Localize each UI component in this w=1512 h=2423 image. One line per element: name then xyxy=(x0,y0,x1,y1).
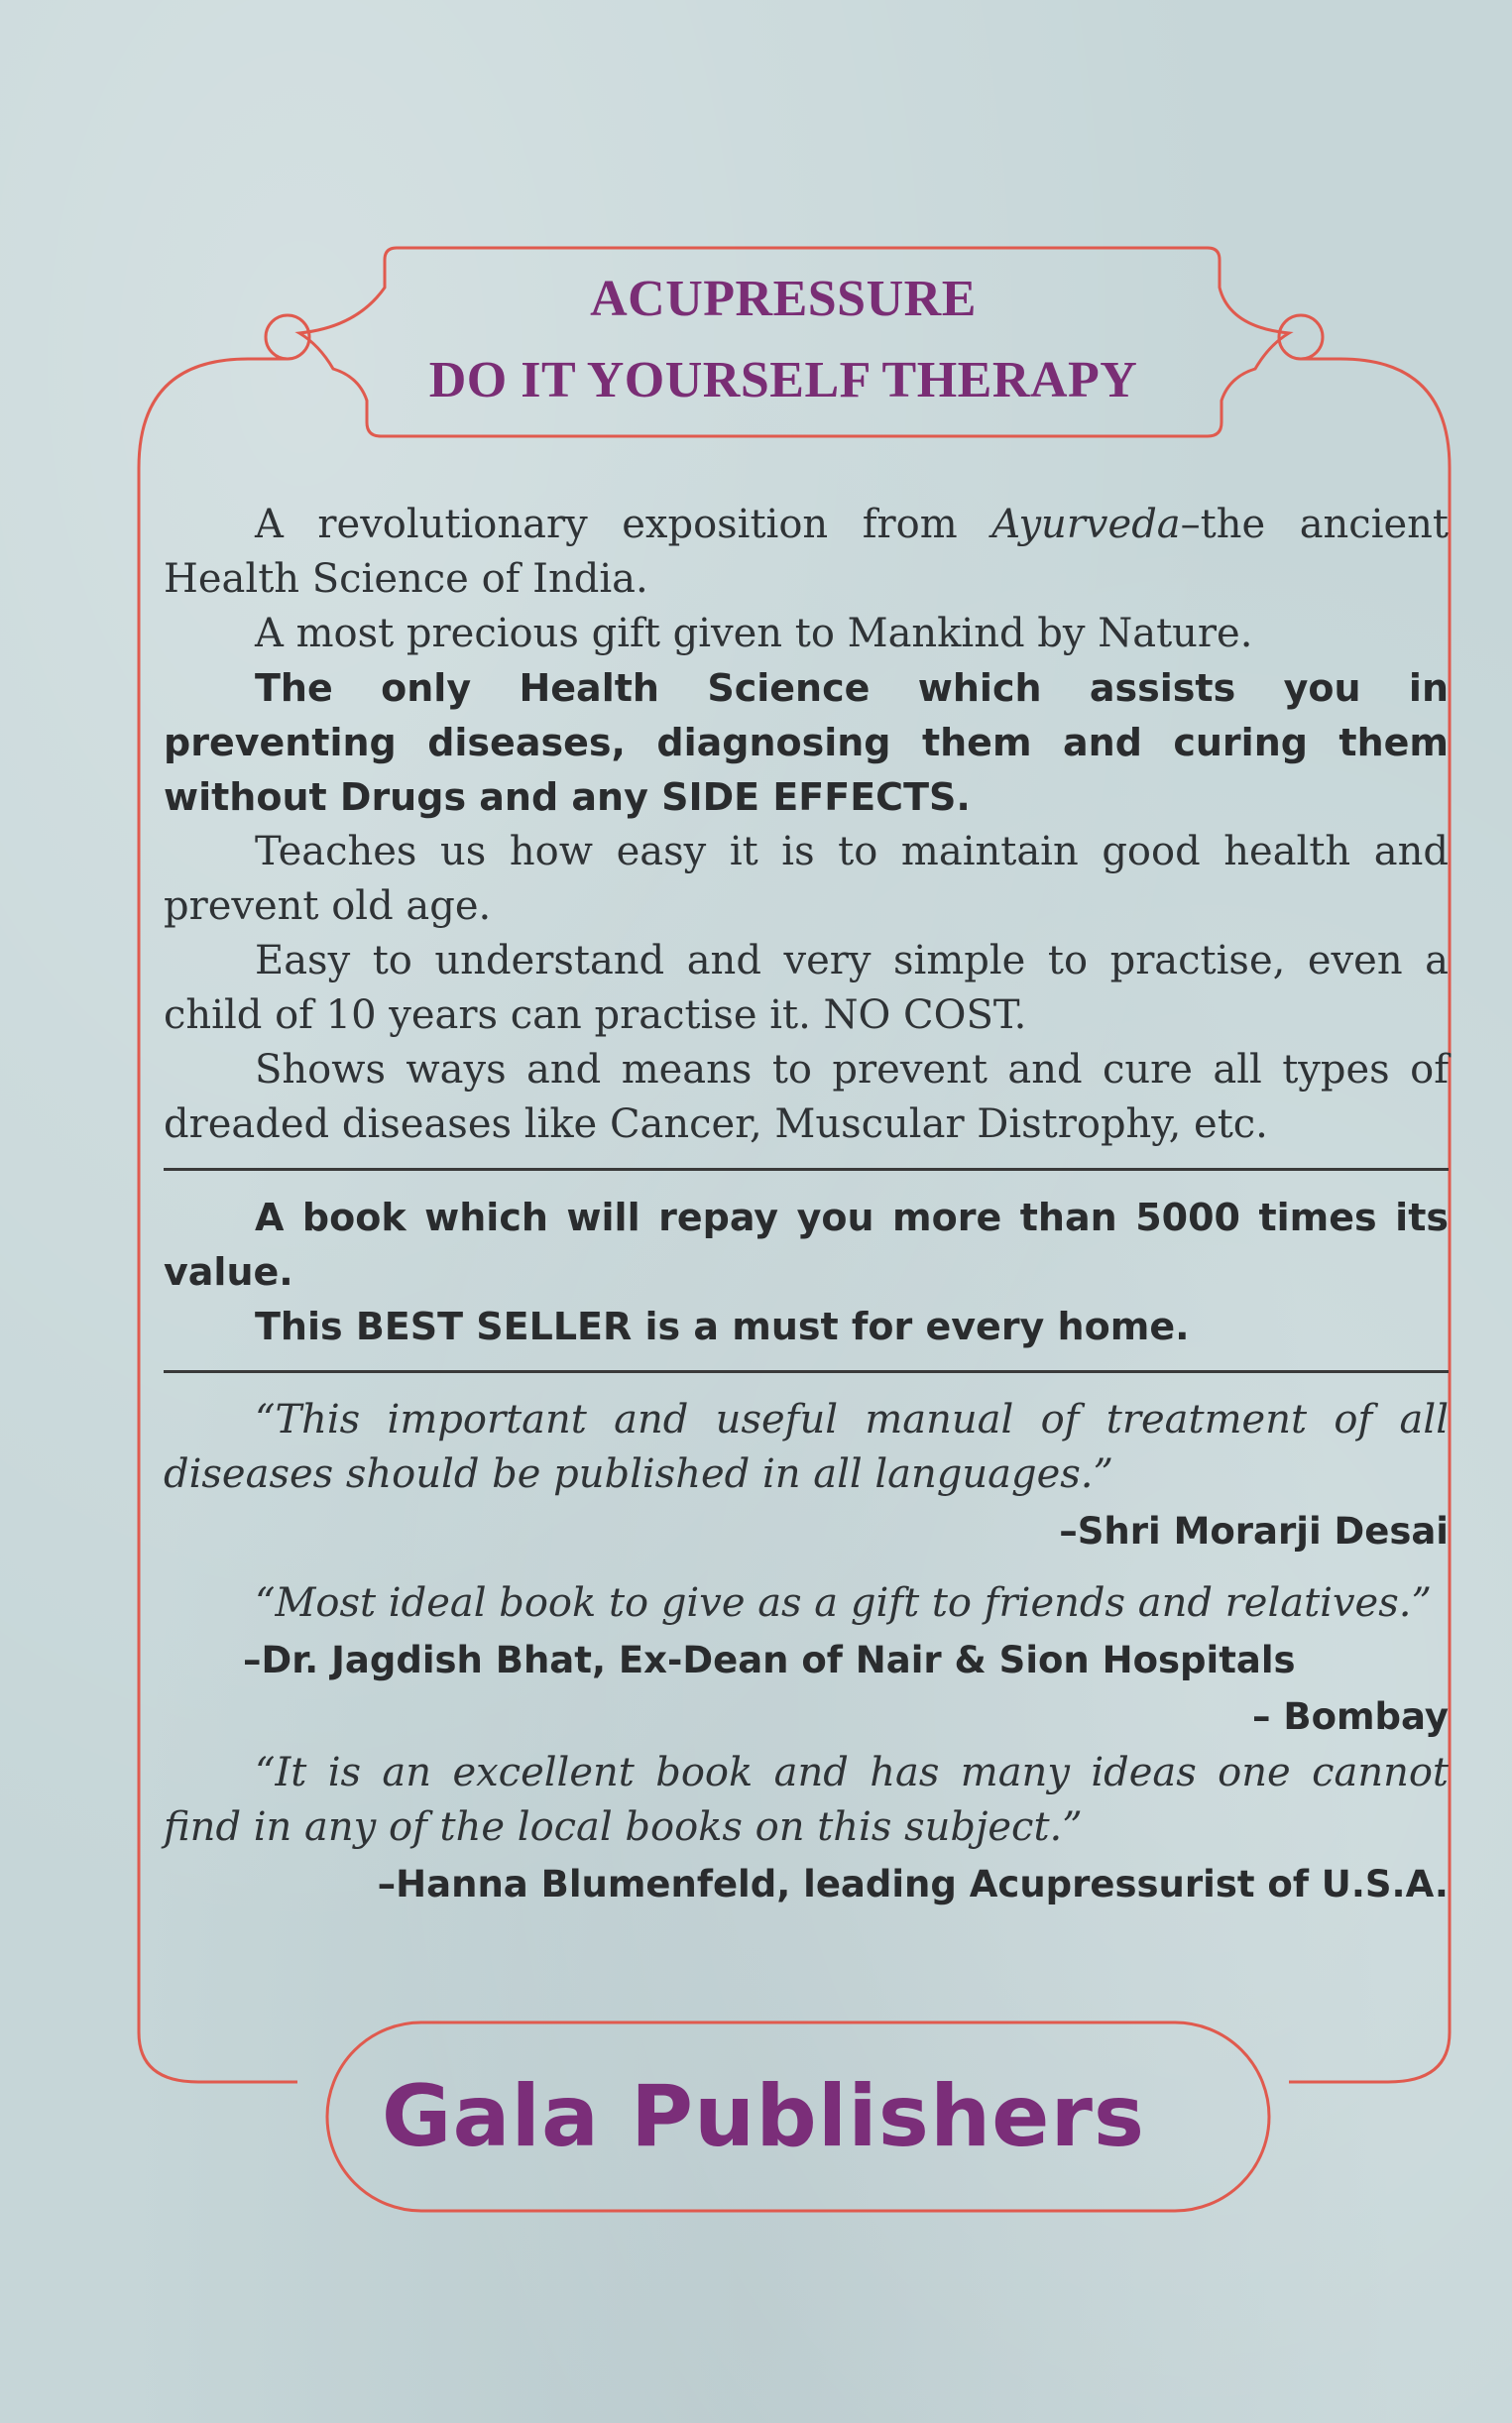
publisher-name: Gala Publishers xyxy=(381,2067,1146,2166)
testimonial-quote-3: “It is an excellent book and has many ideas one cannot find in any of the local books on this subject.” xyxy=(164,1750,1449,1850)
testimonial-quote-2: “Most ideal book to give as a gift to friends and relatives.” xyxy=(255,1580,1432,1626)
paragraph-easy: Easy to understand and very simple to practise, even a child of 10 years can practise it. NO COST. xyxy=(164,938,1449,1038)
paragraph-intro: A revolutionary exposition from Ayurveda–the ancient Health Science of India. xyxy=(164,502,1450,602)
promo-best-seller: This BEST SELLER is a must for every home. xyxy=(255,1305,1190,1348)
paragraph-diseases: Shows ways and means to prevent and cure all types of dreaded diseases like Cancer, Muscular Distrophy, etc. xyxy=(164,1047,1449,1147)
paragraph-health-science: The only Health Science which assists you in preventing diseases, diagnosing them and curing them without Drugs and any SIDE EFFECTS. xyxy=(164,666,1449,819)
divider-bottom xyxy=(164,1370,1449,1373)
back-cover-text xyxy=(164,498,1449,1911)
divider-top xyxy=(164,1168,1449,1171)
promo-repay: A book which will repay you more than 5000 times its value. xyxy=(164,1196,1449,1294)
paragraph-gift: A most precious gift given to Mankind by Nature. xyxy=(255,611,1253,656)
testimonial-author-3: –Hanna Blumenfeld, leading Acupressurist of U.S.A. xyxy=(377,1863,1449,1905)
testimonial-author-2: –Dr. Jagdish Bhat, Ex-Dean of Nair & Sion Hospitals xyxy=(243,1639,1296,1681)
testimonial-author-1: –Shri Morarji Desai xyxy=(1059,1510,1449,1553)
ayurveda-term: Ayurveda xyxy=(991,502,1181,547)
paragraph-maintain-health: Teaches us how easy it is to maintain good health and prevent old age. xyxy=(164,829,1449,929)
testimonial-quote-1: “This important and useful manual of treatment of all diseases should be published in all languages.” xyxy=(164,1397,1449,1497)
testimonial-author-2-city: – Bombay xyxy=(1252,1695,1449,1738)
title-line-2: DO IT YOURSELF THERAPY xyxy=(428,352,1138,408)
title-line-1: ACUPRESSURE xyxy=(590,271,977,327)
